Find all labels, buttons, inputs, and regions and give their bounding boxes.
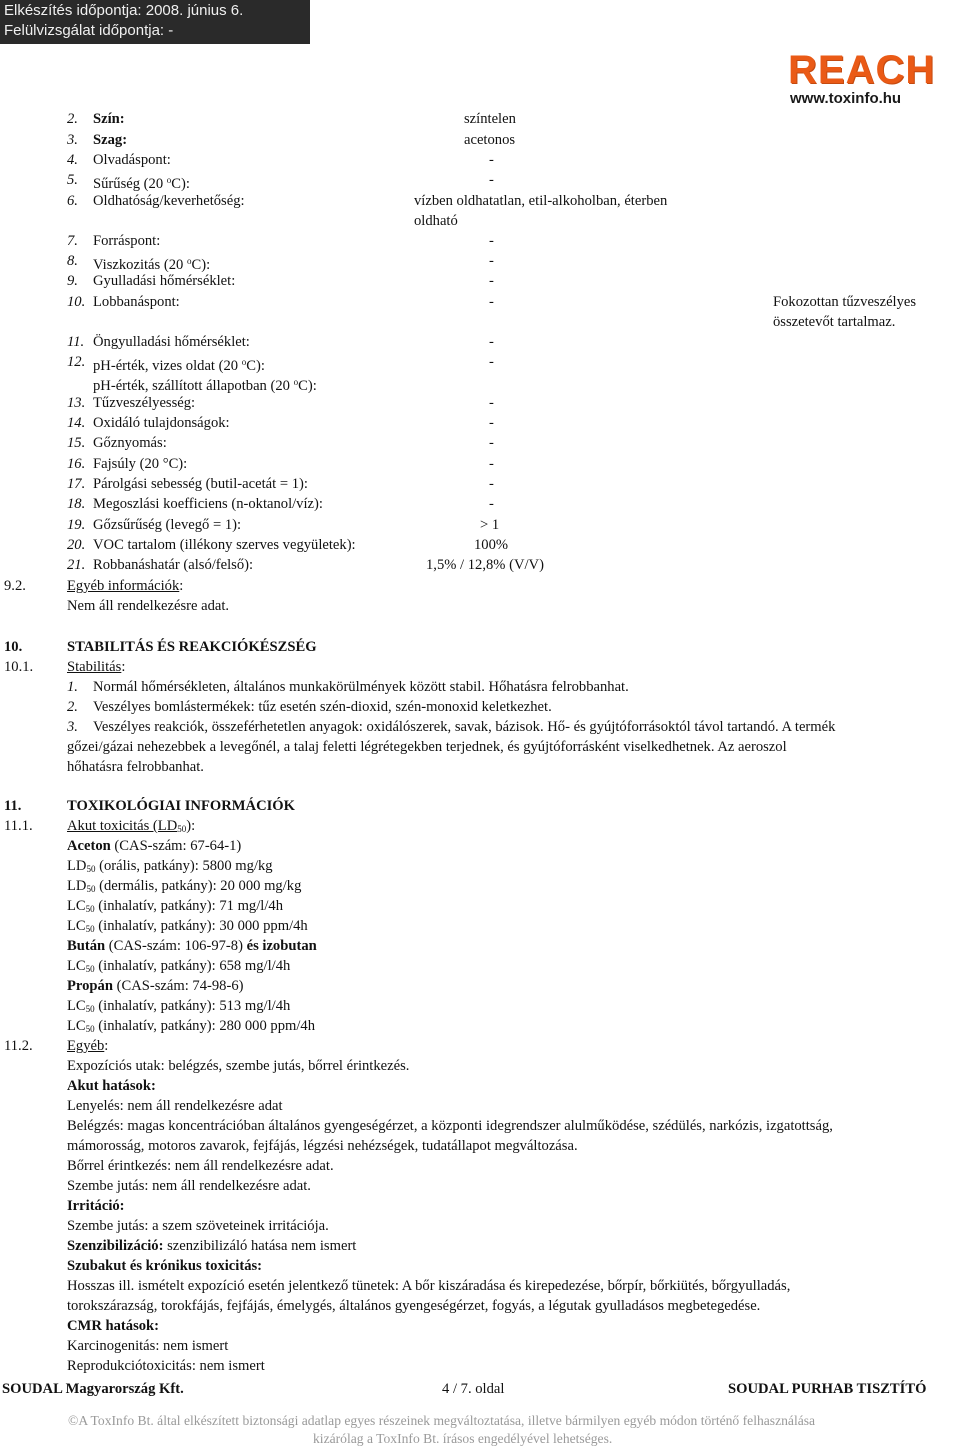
section-9-2-title: Egyéb információk: [67, 578, 184, 594]
logo-url: www.toxinfo.hu [790, 90, 902, 107]
ingestion-text: Lenyelés: nem áll rendelkezésre adat [67, 1098, 283, 1114]
prop-label: Szag: [93, 132, 128, 148]
section-11-1-title: Akut toxicitás $(LD_{50})$: [67, 818, 196, 834]
inhalation-text-cont: mámorosság, motoros zavarok, fejfájás, légzési nehézségek, tudatállapot megváltozása. [67, 1138, 578, 1154]
prop-value: - [489, 456, 494, 472]
section-10-num: 10. [4, 639, 23, 655]
tox-value: $LC_{50}$ (inhalatív, patkány): 513 mg/l/4h [67, 998, 291, 1014]
prop-num: 2. [67, 111, 78, 127]
irritation-heading: Irritáció: [67, 1198, 125, 1214]
prop-note: Fokozottan tűzveszélyes [773, 294, 917, 310]
section-9-2-text: Nem áll rendelkezésre adat. [67, 598, 230, 614]
exposure-routes: Expozíciós utak: belégzés, szembe jutás, bőrrel érintkezés. [67, 1058, 410, 1074]
prop-value: > 1 [480, 517, 500, 533]
prop-num: 4. [67, 152, 78, 168]
section-11-num: 11. [4, 798, 22, 814]
prop-sublabel: pH-érték, szállított állapotban (20 $^o$C): [93, 377, 317, 394]
prop-value-cont: oldható [414, 213, 458, 229]
propan-heading: Propán (CAS-szám: 74-98-6) [67, 978, 244, 994]
section-11-1-num: 11.1. [4, 818, 33, 834]
prop-label: Oxidáló tulajdonságok: [93, 415, 230, 431]
tox-value: $LD_{50}$ (orális, patkány): 5800 mg/kg [67, 858, 273, 874]
acute-effects-heading: Akut hatások: [67, 1078, 156, 1094]
eye-contact-text: Szembe jutás: nem áll rendelkezésre adat. [67, 1178, 311, 1194]
footer-copyright-cont: kizárólag a ToxInfo Bt. írásos engedélyével lehetséges. [313, 1431, 613, 1446]
prop-num: 19. [67, 517, 86, 533]
cmr-heading: CMR hatások: [67, 1318, 160, 1334]
prop-label: pH-érték, vizes oldat (20 $^o$C): [93, 357, 265, 374]
butan-heading: Bután (CAS-szám: 106-97-8) és izobutan [67, 938, 317, 954]
prop-label: Olvadáspont: [93, 152, 171, 168]
prop-value: színtelen [464, 111, 516, 127]
prop-label: Tűzveszélyesség: [93, 395, 196, 411]
prop-num: 10. [67, 294, 86, 310]
prop-value: - [489, 334, 494, 350]
prop-num: 3. [67, 132, 78, 148]
section-11-2-num: 11.2. [4, 1038, 33, 1054]
prop-value: vízben oldhatatlan, etil-alkoholban, éterben [414, 193, 668, 209]
prop-num: 11. [67, 334, 85, 350]
section-11-title: TOXIKOLÓGIAI INFORMÁCIÓK [67, 798, 295, 814]
stability-item-text-cont: hőhatásra felrobbanhat. [67, 759, 204, 775]
prop-label: VOC tartalom (illékony szerves vegyületek): [93, 537, 356, 553]
chronic-text-cont: torokszárazság, torokfájás, fejfájás, émelygés, általános gyengeségérzet, fogyás, a légutak gyulladásos megbetegedése. [67, 1298, 761, 1314]
revision-date: Felülvizsgálat időpontja: - [4, 22, 174, 39]
section-10-1-num: 10.1. [4, 659, 34, 675]
section-10-1-title: Stabilitás: [67, 659, 126, 675]
prop-label: Megoszlási koefficiens (n-oktanol/víz): [93, 496, 323, 512]
prop-label: Oldhatóság/keverhetőség: [93, 193, 245, 209]
prop-label: Gőznyomás: [93, 435, 167, 451]
tox-value: $LC_{50}$ (inhalatív, patkány): 280 000 ppm/4h [67, 1018, 316, 1034]
prop-num: 21. [67, 557, 86, 573]
tox-value: $LC_{50}$ (inhalatív, patkány): 71 mg/l/4h [67, 898, 283, 914]
stability-item-num: 3. [67, 719, 78, 735]
prop-num: 18. [67, 496, 86, 512]
stability-item-text: Veszélyes reakciók, összeférhetetlen anyagok: oxidálószerek, savak, bázisok. Hő- és gyújtóforrásoktól távol tartandó. A termék [93, 719, 836, 735]
reprotoxicity-text: Reprodukciótoxicitás: nem ismert [67, 1358, 265, 1374]
prop-num: 16. [67, 456, 86, 472]
prop-num: 12. [67, 354, 86, 370]
inhalation-text: Belégzés: magas koncentrációban általános gyengeségérzet, a központi idegrendszer alulműködése, szédülés, narkózis, izgatottság, [67, 1118, 833, 1134]
prop-value: - [489, 395, 494, 411]
prop-num: 8. [67, 253, 78, 269]
prop-num: 9. [67, 273, 78, 289]
prop-value: - [489, 435, 494, 451]
stability-item-num: 1. [67, 679, 78, 695]
skin-contact-text: Bőrrel érintkezés: nem áll rendelkezésre adat. [67, 1158, 334, 1174]
prop-value: 100% [474, 537, 509, 553]
prop-value: - [489, 496, 494, 512]
prop-value: - [489, 294, 494, 310]
irritation-text: Szembe jutás: a szem szöveteinek irritációja. [67, 1218, 329, 1234]
prop-num: 13. [67, 395, 86, 411]
prop-label: Robbanáshatár (alsó/felső): [93, 557, 254, 573]
tox-value: $LC_{50}$ (inhalatív, patkány): 30 000 ppm/4h [67, 918, 308, 934]
prop-num: 20. [67, 537, 86, 553]
stability-item-text-cont: gőzei/gázai nehezebbek a levegőnél, a talaj feletti légrétegekben terjednek, és gyújtóforrásként viselkedhetnek. Az aeroszol [67, 739, 787, 755]
prop-label: Párolgási sebesség (butil-acetát = 1): [93, 476, 308, 492]
prop-value: - [489, 172, 494, 188]
footer-company: SOUDAL Magyarország Kft. [2, 1381, 184, 1397]
prop-value: - [489, 354, 494, 370]
chronic-text: Hosszas ill. ismételt expozíció esetén jelentkező tünetek: A bőr kiszáradása és kirepedezése, bőrpír, bőrkiütés, bőrgyulladás, [67, 1278, 791, 1294]
prop-value: - [489, 253, 494, 269]
prop-label: Öngyulladási hőmérséklet: [93, 334, 250, 350]
header-bar [0, 0, 310, 44]
section-9-2-num: 9.2. [4, 578, 26, 594]
prop-label: Lobbanáspont: [93, 294, 180, 310]
footer-copyright: ©A ToxInfo Bt. által elkészített biztonsági adatlap egyes részeinek megváltoztatása, illetve bármilyen egyéb módon történő felhasználása [68, 1413, 816, 1428]
prop-label: Fajsúly (20 °C): [93, 456, 188, 472]
prop-num: 5. [67, 172, 78, 188]
prop-num: 7. [67, 233, 78, 249]
prop-value: - [489, 415, 494, 431]
sensitization-text: Szenzibilizáció: szenzibilizáló hatása nem ismert [67, 1238, 357, 1254]
prop-value: - [489, 152, 494, 168]
prop-label: Forráspont: [93, 233, 161, 249]
prop-num: 17. [67, 476, 86, 492]
created-date: Elkészítés időpontja: 2008. június 6. [4, 2, 244, 19]
tox-value: $LC_{50}$ (inhalatív, patkány): 658 mg/l/4h [67, 958, 291, 974]
prop-num: 6. [67, 193, 78, 209]
stability-item-text: Normál hőmérsékleten, általános munkakörülmények között stabil. Hőhatásra felrobbanhat. [93, 679, 629, 695]
prop-label: Viszkozitás (20 $^o$C): [93, 256, 211, 273]
section-11-2-title: Egyéb: [67, 1038, 109, 1054]
footer-product: SOUDAL PURHAB TISZTÍTÓ [728, 1381, 927, 1397]
prop-num: 15. [67, 435, 86, 451]
prop-value: - [489, 273, 494, 289]
prop-label: Szín: [93, 111, 125, 127]
prop-value: 1,5% / 12,8% (V/V) [426, 557, 544, 573]
prop-value: - [489, 233, 494, 249]
section-10-title: STABILITÁS ÉS REAKCIÓKÉSZSÉG [67, 639, 317, 655]
prop-label: Sűrűség (20 $^o$C): [93, 175, 190, 192]
tox-value: $LD_{50}$ (dermális, patkány): 20 000 mg/kg [67, 878, 302, 894]
prop-label: Gőzsűrűség (levegő = 1): [93, 517, 242, 533]
aceton-heading: Aceton (CAS-szám: 67-64-1) [67, 838, 242, 854]
footer-page: 4 / 7. oldal [442, 1381, 505, 1397]
logo-title: REACH [788, 48, 936, 92]
prop-num: 14. [67, 415, 86, 431]
stability-item-num: 2. [67, 699, 78, 715]
chronic-heading: Szubakut és krónikus toxicitás: [67, 1258, 263, 1274]
prop-note-cont: összetevőt tartalmaz. [773, 314, 896, 330]
carcinogenicity-text: Karcinogenitás: nem ismert [67, 1338, 229, 1354]
prop-value: - [489, 476, 494, 492]
stability-item-text: Veszélyes bomlástermékek: tűz esetén szén-dioxid, szén-monoxid keletkezhet. [93, 699, 552, 715]
prop-value: acetonos [464, 132, 516, 148]
reach-logo [782, 48, 942, 108]
prop-label: Gyulladási hőmérséklet: [93, 273, 236, 289]
